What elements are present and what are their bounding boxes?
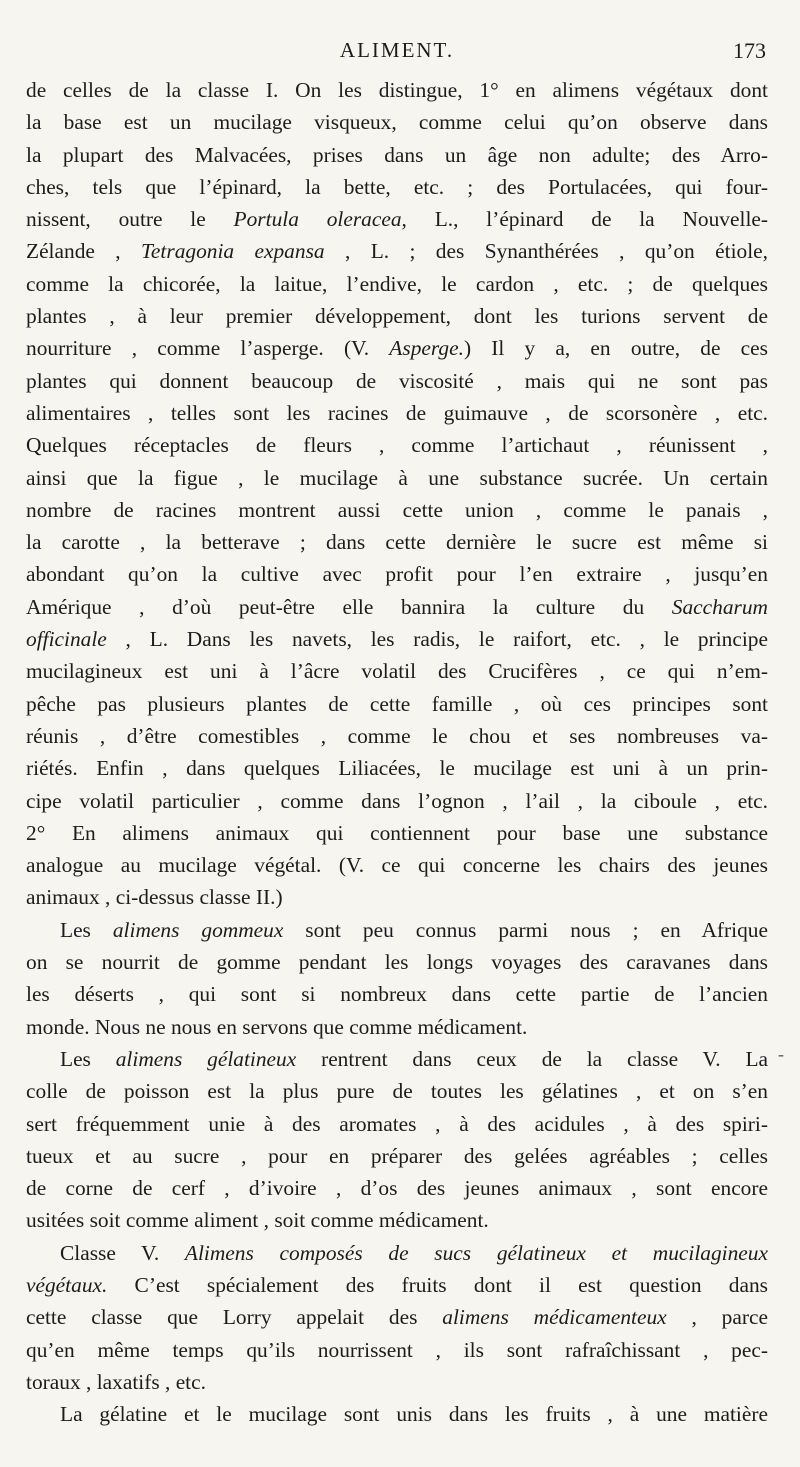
italic-text: végétaux. — [26, 1272, 108, 1297]
text-line — [26, 623, 768, 655]
text-line — [26, 1398, 768, 1430]
text-line — [26, 203, 768, 235]
text-run: pêche pas plusieurs plantes de cette famille , où ces principes sont — [26, 691, 768, 716]
text-run: ches, tels que l’épinard, la bette, etc. ; des Portulacées, qui four- — [26, 174, 768, 199]
text-line — [26, 1204, 768, 1236]
text-run: ainsi que la figue , le mucilage à une substance sucrée. Un certain — [26, 465, 768, 490]
text-line — [26, 688, 768, 720]
text-run: monde. Nous ne nous en servons que comme médicament. — [26, 1014, 528, 1039]
text-line — [26, 655, 768, 687]
italic-text: Saccharum — [671, 594, 768, 619]
text-run: nourriture , comme l’asperge. (V. — [26, 336, 390, 361]
text-line — [26, 235, 768, 267]
text-run: plantes , à leur premier développement, dont les turions servent de — [26, 304, 768, 329]
text-line — [26, 397, 768, 429]
text-line — [26, 526, 768, 558]
running-head: ALIMENT. — [339, 38, 455, 62]
text-run: nombre de racines montrent aussi cette union , comme le panais , — [26, 497, 768, 522]
text-run: Zélande , — [26, 239, 141, 264]
text-line — [26, 1366, 768, 1398]
text-line — [26, 1140, 768, 1172]
text-run: sont peu connus parmi nous ; en Afrique — [283, 917, 768, 942]
text-line — [26, 1301, 768, 1333]
text-run: riétés. Enfin , dans quelques Liliacées, le mucilage est uni à un prin- — [26, 756, 768, 781]
text-run: cette classe que Lorry appelait des — [26, 1305, 443, 1330]
text-run: ) Il y a, en outre, de ces — [463, 336, 768, 361]
text-run: sert fréquemment unie à des aromates , à des acidules , à des spiri- — [26, 1111, 768, 1136]
text-run: de corne de cerf , d’ivoire , d’os des jeunes animaux , sont encore — [26, 1176, 768, 1201]
text-line — [26, 494, 768, 526]
italic-text: alimens gélatineux — [115, 1046, 297, 1071]
text-run: La gélatine et le mucilage sont unis dans les fruits , à une matière — [60, 1402, 768, 1427]
text-run: Quelques réceptacles de fleurs , comme l’artichaut , réunissent , — [26, 433, 768, 458]
text-run: Les — [60, 1046, 116, 1071]
text-line — [26, 1075, 768, 1107]
text-run: analogue au mucilage végétal. (V. ce qui concerne les chairs des jeunes — [26, 853, 768, 878]
italic-text: Alimens composés de sucs gélatineux et mucilagineux — [184, 1240, 768, 1265]
text-run: Les — [60, 917, 113, 942]
text-run: , L. Dans les navets, les radis, le raifort, etc. , le principe — [106, 627, 768, 652]
text-line — [26, 365, 768, 397]
text-run: de celles de la classe I. On les distingue, 1° en alimens végétaux dont — [26, 78, 768, 102]
text-line — [26, 429, 768, 461]
text-run: nissent, outre le — [26, 207, 234, 232]
text-run: 2° En alimens animaux qui contiennent pour base une substance — [26, 820, 768, 845]
text-line — [26, 462, 768, 494]
text-run: la carotte , la betterave ; dans cette dernière le sucre est même si — [26, 530, 768, 555]
text-line — [26, 1043, 768, 1075]
text-line — [26, 849, 768, 881]
text-line — [26, 1269, 768, 1301]
text-run: C’est spécialement des fruits dont il est question dans — [107, 1272, 768, 1297]
text-run: animaux , ci-dessus classe II.) — [26, 885, 283, 910]
text-line — [26, 332, 768, 364]
text-line — [26, 1172, 768, 1204]
text-line — [26, 1108, 768, 1140]
text-line — [26, 1237, 768, 1269]
text-run: qu’en même temps qu’ils nourrissent , ils sont rafraîchissant , pec- — [26, 1337, 768, 1362]
text-line — [26, 558, 768, 590]
italic-text: alimens médicamenteux — [442, 1305, 667, 1330]
text-run: comme la chicorée, la laitue, l’endive, le cardon , etc. ; de quelques — [26, 271, 768, 296]
text-run: alimentaires , telles sont les racines de guimauve , de scorsonère , etc. — [26, 400, 768, 425]
italic-text: Tetragonia expansa — [141, 239, 325, 264]
text-run: Amérique , d’où peut-être elle bannira la culture du — [26, 594, 672, 619]
body-text — [26, 74, 768, 1430]
text-run: les déserts , qui sont si nombreux dans cette partie de l’ancien — [26, 982, 768, 1007]
text-run: abondant qu’on la cultive avec profit pour l’en extraire , jusqu’en — [26, 562, 768, 587]
italic-text: officinale — [26, 627, 107, 652]
text-run: la plupart des Malvacées, prises dans un âge non adulte; des Arro- — [26, 142, 768, 167]
text-line — [26, 1011, 768, 1043]
text-run: Classe V. — [60, 1240, 185, 1265]
text-line — [26, 720, 768, 752]
text-run: colle de poisson est la plus pure de toutes les gélatines , et on s’en — [26, 1079, 768, 1104]
text-line — [26, 785, 768, 817]
text-run: réunis , d’être comestibles , comme le chou et ses nombreuses va- — [26, 723, 768, 748]
italic-text: Portula oleracea — [233, 207, 402, 232]
text-run: , L., l’épinard de la Nouvelle- — [401, 207, 768, 232]
text-line — [26, 881, 768, 913]
text-line — [26, 978, 768, 1010]
text-line — [26, 1334, 768, 1366]
text-line — [26, 300, 768, 332]
page-header — [28, 38, 766, 72]
text-run: toraux , laxatifs , etc. — [26, 1369, 206, 1394]
text-line — [26, 171, 768, 203]
text-run: mucilagineux est uni à l’âcre volatil des Crucifères , ce qui n’em- — [26, 659, 768, 684]
italic-text: Asperge. — [389, 336, 464, 361]
text-line — [26, 106, 768, 138]
text-run: , L. ; des Synanthérées , qu’on étiole, — [324, 239, 768, 264]
text-line — [26, 74, 768, 106]
text-run: rentrent dans ceux de la classe V. La — [296, 1046, 768, 1071]
text-run: tueux et au sucre , pour en préparer des gelées agréables ; celles — [26, 1143, 768, 1168]
text-run: on se nourrit de gomme pendant les longs voyages des caravanes dans — [26, 950, 768, 975]
text-line — [26, 752, 768, 784]
text-line — [26, 268, 768, 300]
italic-text: alimens gommeux — [112, 917, 284, 942]
text-run: plantes qui donnent beaucoup de viscosité , mais qui ne sont pas — [26, 368, 768, 393]
text-line — [26, 946, 768, 978]
text-run: , parce — [666, 1305, 768, 1330]
text-line — [26, 591, 768, 623]
text-line — [26, 914, 768, 946]
text-run: cipe volatil particulier , comme dans l’ognon , l’ail , la ciboule , etc. — [26, 788, 768, 813]
text-run: usitées soit comme aliment , soit comme médicament. — [26, 1208, 489, 1233]
text-line — [26, 139, 768, 171]
margin-mark: - — [778, 1044, 784, 1064]
text-line — [26, 817, 768, 849]
page-number: 173 — [733, 38, 766, 63]
text-run: la base est un mucilage visqueux, comme celui qu’on observe dans — [26, 110, 768, 135]
